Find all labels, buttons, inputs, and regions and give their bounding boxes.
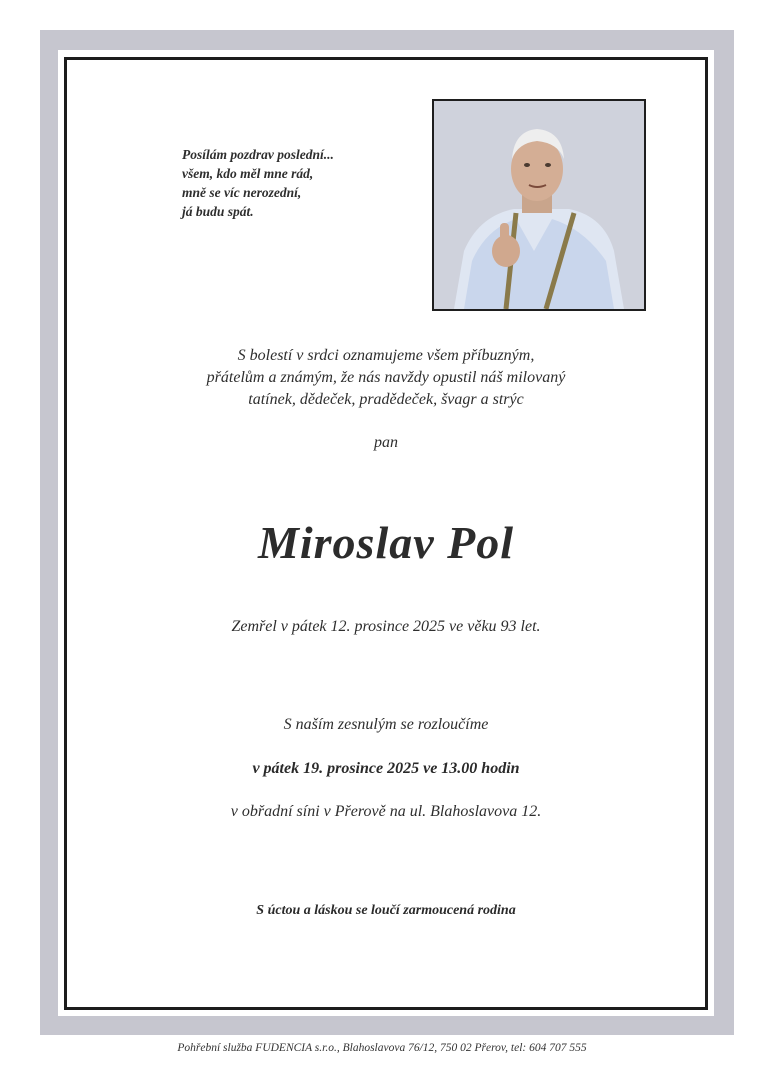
funeral-service-footer: Pohřební služba FUDENCIA s.r.o., Blahoslavova 76/12, 750 02 Přerov, tel: 604 707 555 — [177, 1042, 587, 1054]
farewell-poem — [182, 145, 334, 221]
poem-line: já budu spát. — [182, 204, 254, 219]
announcement-line: přátelům a známým, že nás navždy opustil náš milovaný — [206, 369, 566, 386]
deceased-name: Miroslav Pol — [257, 517, 515, 568]
farewell-datetime: v pátek 19. prosince 2025 ve 13.00 hodin — [252, 760, 520, 777]
announcement-line: tatínek, dědeček, pradědeček, švagr a strýc — [248, 391, 524, 408]
poem-line: všem, kdo měl mne rád, — [182, 166, 314, 181]
portrait-photo — [432, 99, 646, 311]
announcement-line: S bolestí v srdci oznamujeme všem příbuzným, — [237, 347, 535, 364]
poem-line: mně se víc nerozední, — [182, 185, 302, 200]
poem-line: Posílám pozdrav poslední... — [182, 147, 334, 162]
farewell-location: v obřadní síni v Přerově na ul. Blahoslavova 12. — [230, 803, 542, 820]
death-info: Zemřel v pátek 12. prosince 2025 ve věku 93 let. — [231, 618, 541, 635]
portrait-illustration — [434, 101, 644, 309]
announcement-text — [64, 345, 708, 411]
title-word: pan — [374, 434, 398, 451]
closing-signature: S úctou a láskou se loučí zarmoucená rodina — [256, 903, 516, 918]
farewell-intro: S naším zesnulým se rozloučíme — [283, 716, 489, 733]
